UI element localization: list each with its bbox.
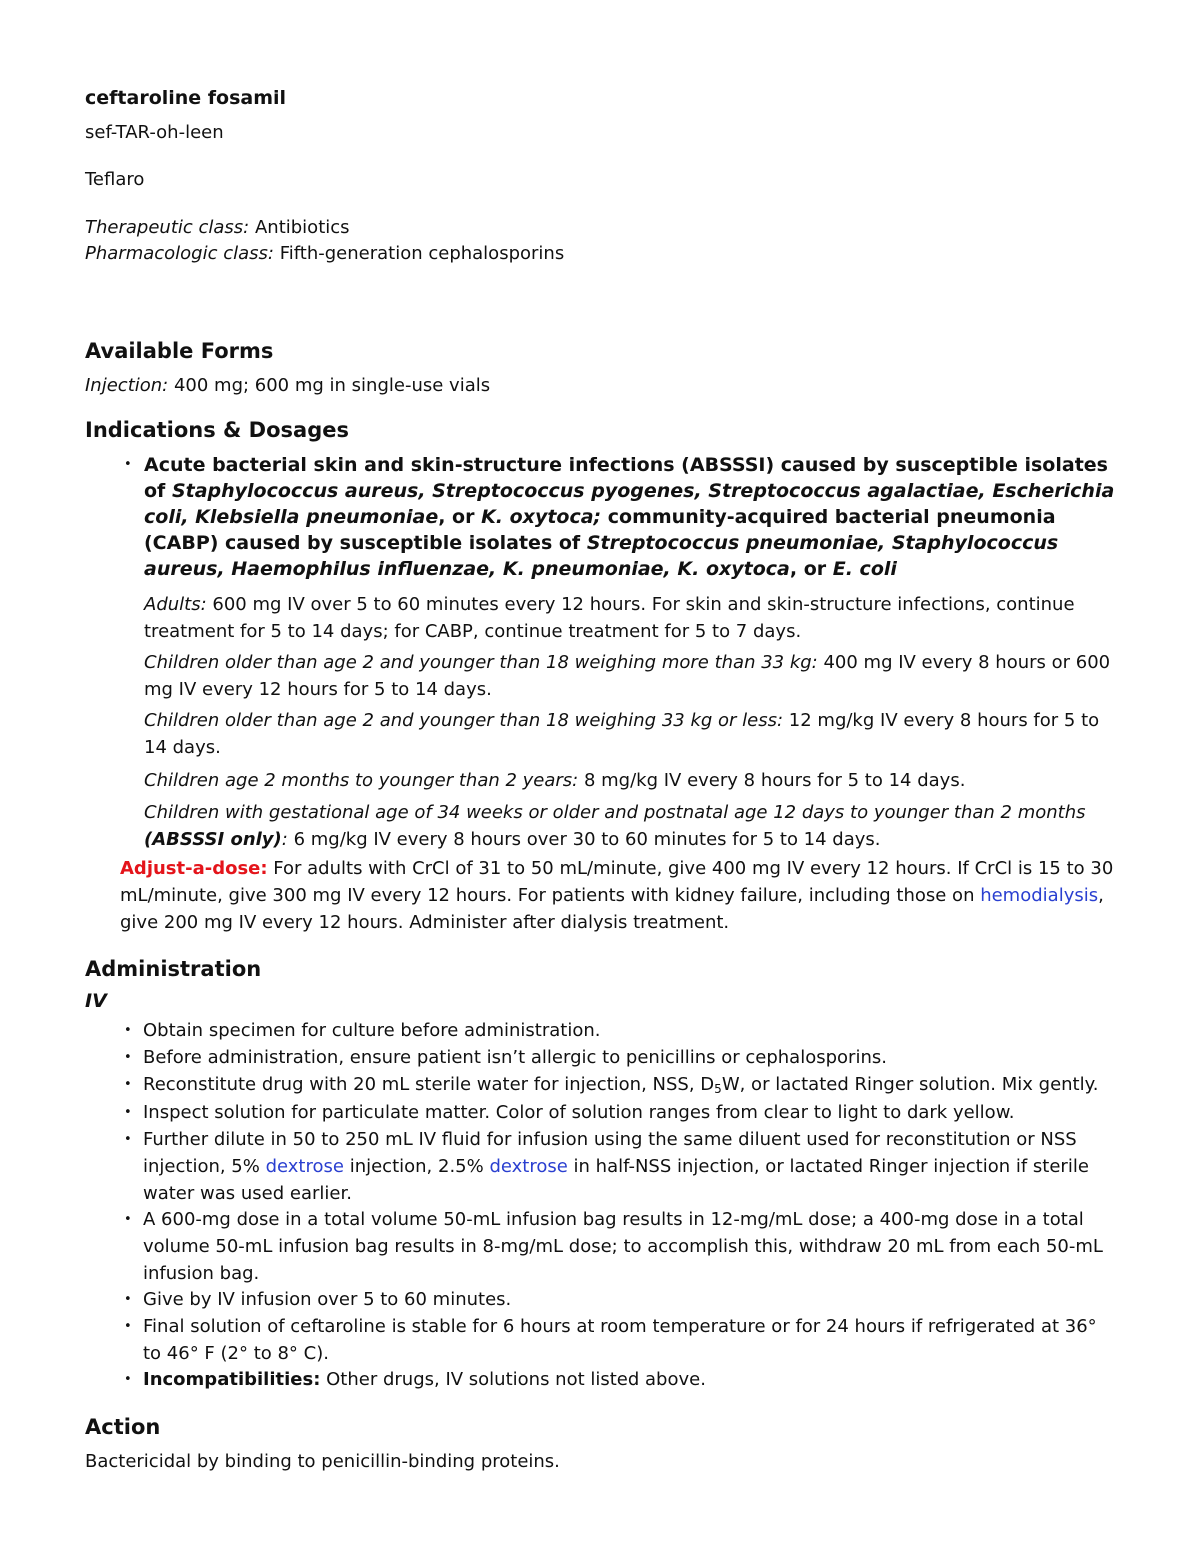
dosage-label: Children with gestational age of 34 weeks or older and postnatal age 12 days to younger than 2 months [144, 802, 1086, 823]
dosage-adults [144, 591, 1119, 645]
list-item: A 600-mg dose in a total volume 50-mL infusion bag results in 12-mg/mL dose; a 400-mg dose in a total volume 50-mL infusion bag results in 8-mg/mL dose; to accomplish this, withdraw 20 mL from each 50-mL infusion bag. [143, 1209, 1103, 1284]
available-forms-text [85, 375, 490, 396]
dosage-label: Children older than age 2 and younger than 18 weighing 33 kg or less: [144, 710, 784, 731]
list-bullet: • [124, 1077, 132, 1092]
adjust-text: , give 200 mg IV every 12 hours. Administer after dialysis treatment. [120, 885, 1104, 933]
administration-heading: Administration [85, 957, 262, 981]
list-item [143, 1071, 1128, 1098]
item-text: in half-NSS injection, or lactated Ringer injection if sterile water was used earlier. [143, 1156, 1089, 1204]
list-bullet: • [124, 1023, 132, 1038]
pronunciation: sef-TAR-oh-leen [85, 122, 224, 143]
indications-heading: Indications & Dosages [85, 418, 349, 442]
therapeutic-class [85, 217, 350, 238]
indication-part: , or [789, 558, 833, 580]
list-bullet: • [124, 1319, 132, 1334]
therapeutic-class-value: Antibiotics [249, 217, 350, 238]
list-bullet: • [124, 1292, 132, 1307]
dextrose-link[interactable]: dextrose [265, 1156, 344, 1177]
list-item [143, 1126, 1118, 1207]
drug-name: ceftaroline fosamil [85, 87, 287, 109]
dosage-label: Children age 2 months to younger than 2 years: [144, 770, 579, 791]
dosage-text: 8 mg/kg IV every 8 hours for 5 to 14 days. [578, 770, 966, 791]
incompatibilities-label: Incompatibilities: [143, 1369, 321, 1390]
route-iv: IV [85, 990, 107, 1012]
adjust-a-dose [120, 855, 1120, 936]
dosage-text: 6 mg/kg IV every 8 hours over 30 to 60 minutes for 5 to 14 days. [287, 829, 881, 850]
indication-part: community-acquired bacterial pneumonia (CABP) caused by susceptible isolates of [144, 506, 1056, 554]
list-bullet: • [124, 1212, 132, 1227]
subscript: 5 [714, 1082, 722, 1096]
list-item: Give by IV infusion over 5 to 60 minutes. [143, 1289, 512, 1310]
dosage-label: Adults: [144, 594, 207, 615]
dosage-label-bold: (ABSSSI only) [144, 829, 282, 850]
list-item: Final solution of ceftaroline is stable for 6 hours at room temperature or for 24 hours if refrigerated at 36° to 46° F (2° to 8° C). [143, 1316, 1097, 1364]
item-text: Other drugs, IV solutions not listed above. [320, 1369, 706, 1390]
list-bullet: • [124, 1132, 132, 1147]
dosage-label-end: : [281, 829, 288, 850]
pharmacologic-class-value: Fifth-generation cephalosporins [273, 243, 565, 264]
list-item: Before administration, ensure patient isn’t allergic to penicillins or cephalosporins. [143, 1047, 887, 1068]
list-item [143, 1366, 1123, 1393]
indication-organisms: Streptococcus pneumoniae, Staphylococcus aureus, Haemophilus influenzae, K. pneumoniae, K. oxytoca [144, 532, 1059, 580]
available-forms-label: Injection: [85, 375, 169, 396]
indication-bullet: • [124, 457, 132, 472]
list-bullet: • [124, 1105, 132, 1120]
item-text: Reconstitute drug with 20 mL sterile water for injection, NSS, D [143, 1074, 715, 1095]
adjust-text: For adults with CrCl of 31 to 50 mL/minute, give 400 mg IV every 12 hours. If CrCl is 15 to 30 mL/minute, give 300 mg IV every 12 hours. For patients with kidney failure, including those on [120, 858, 1114, 906]
available-forms-heading: Available Forms [85, 339, 274, 363]
item-text: Further dilute in 50 to 250 mL IV fluid for infusion using the same diluent used for reconstitution or NSS injection, 5% [143, 1129, 1077, 1177]
indication-part: Acute bacterial skin and skin-structure infections (ABSSSI) caused by susceptible isolates of [144, 454, 1108, 502]
list-item: Inspect solution for particulate matter. Color of solution ranges from clear to light to dark yellow. [143, 1102, 1015, 1123]
dosage-children-over-33kg [144, 649, 1119, 703]
list-bullet: • [124, 1372, 132, 1387]
adjust-a-dose-label: Adjust-a-dose: [120, 858, 268, 879]
list-item: Obtain specimen for culture before administration. [143, 1020, 601, 1041]
item-text: injection, 2.5% [343, 1156, 490, 1177]
item-text: W, or lactated Ringer solution. Mix gently. [721, 1074, 1099, 1095]
pharmacologic-class [85, 243, 564, 264]
indication-text [144, 452, 1124, 582]
indication-part: , or [438, 506, 482, 528]
indication-organisms: K. oxytoca; [481, 506, 602, 528]
available-forms-value: 400 mg; 600 mg in single-use vials [168, 375, 491, 396]
dosage-children-33kg-or-less [144, 707, 1119, 761]
list-bullet: • [124, 1050, 132, 1065]
brand-name: Teflaro [85, 169, 145, 190]
dosage-text: 600 mg IV over 5 to 60 minutes every 12 hours. For skin and skin-structure infections, continue treatment for 5 to 14 days; for CABP, continue treatment for 5 to 7 days. [144, 594, 1075, 642]
action-text: Bactericidal by binding to penicillin-binding proteins. [85, 1451, 560, 1472]
dosage-text: 400 mg IV every 8 hours or 600 mg IV every 12 hours for 5 to 14 days. [144, 652, 1111, 700]
dosage-children-2mo-2yr [144, 767, 1119, 794]
hemodialysis-link[interactable]: hemodialysis [980, 885, 1099, 906]
therapeutic-class-label: Therapeutic class: [85, 217, 250, 238]
dosage-text: 12 mg/kg IV every 8 hours for 5 to 14 days. [144, 710, 1100, 758]
dextrose-link[interactable]: dextrose [489, 1156, 568, 1177]
indication-organisms: E. coli [832, 558, 897, 580]
indication-organisms: Staphylococcus aureus, Streptococcus pyogenes, Streptococcus agalactiae, Escherichia coli, Klebsiella pneumoniae [144, 480, 1115, 528]
action-heading: Action [85, 1415, 161, 1439]
dosage-neonates [144, 799, 1119, 853]
dosage-label: Children older than age 2 and younger than 18 weighing more than 33 kg: [144, 652, 818, 673]
pharmacologic-class-label: Pharmacologic class: [85, 243, 274, 264]
